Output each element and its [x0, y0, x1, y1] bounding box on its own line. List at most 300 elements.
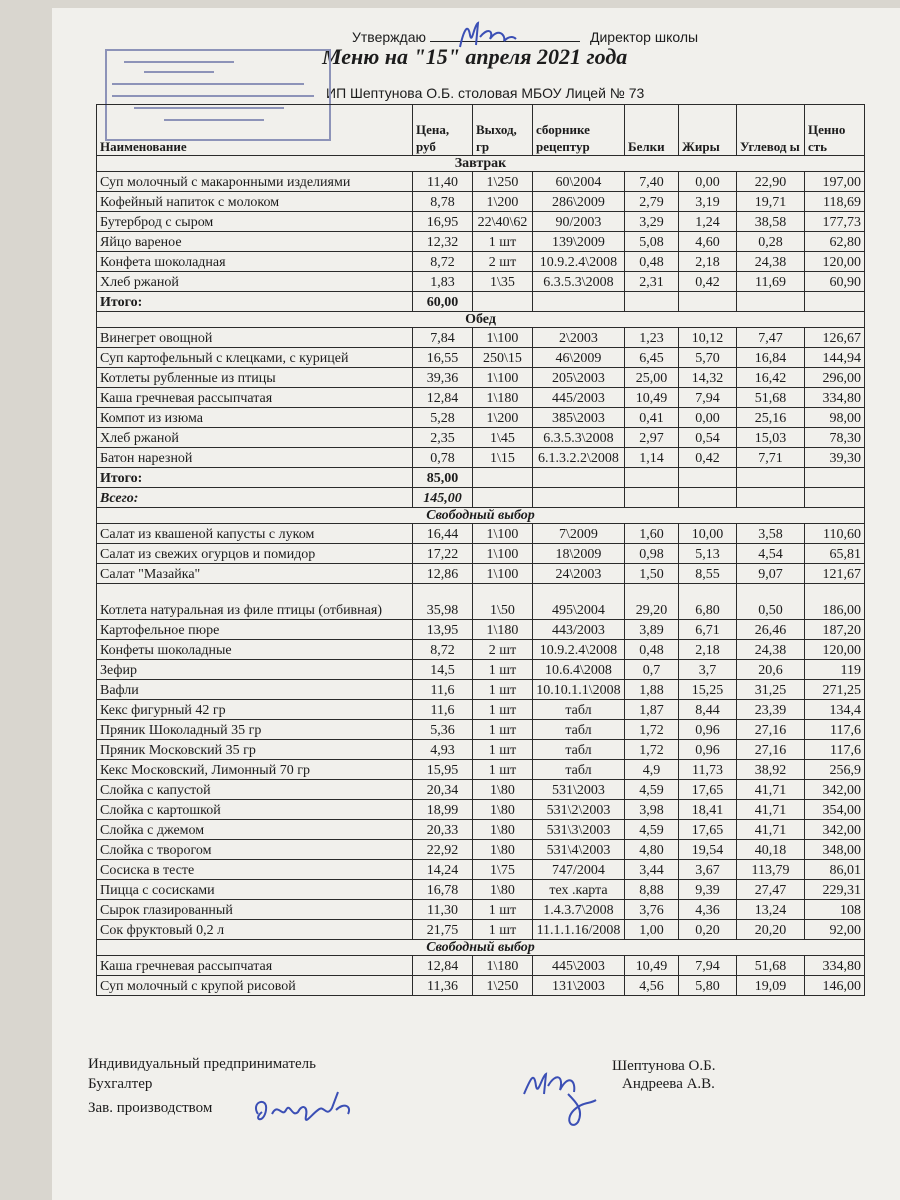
menu-table-body — [97, 156, 865, 996]
approve-role: Директор школы — [589, 29, 699, 45]
cell-fat: 8,55 — [679, 564, 737, 584]
cell-energy: 256,9 — [805, 760, 865, 780]
cell-weight: 1\80 — [473, 800, 533, 820]
table-row — [97, 800, 865, 820]
cell-weight: 1\250 — [473, 172, 533, 192]
cell-energy: 342,00 — [805, 780, 865, 800]
cell-price: 35,98 — [413, 584, 473, 620]
cell-energy: 186,00 — [805, 584, 865, 620]
cell-carbs: 0,50 — [737, 584, 805, 620]
cell-name: Котлета натуральная из филе птицы (отбивная) — [97, 584, 413, 620]
empty-cell — [533, 488, 625, 508]
table-row — [97, 232, 865, 252]
cell-carbs: 4,54 — [737, 544, 805, 564]
cell-weight: 1\80 — [473, 880, 533, 900]
cell-energy: 126,67 — [805, 328, 865, 348]
cell-recipe: 1.4.3.7\2008 — [533, 900, 625, 920]
cell-name: Суп молочный с макаронными изделиями — [97, 172, 413, 192]
cell-fat: 18,41 — [679, 800, 737, 820]
cell-name: Кофейный напиток с молоком — [97, 192, 413, 212]
cell-fat: 3,19 — [679, 192, 737, 212]
table-row — [97, 820, 865, 840]
column-header-recipe: сборнике рецептур — [533, 105, 625, 156]
empty-cell — [679, 488, 737, 508]
cell-protein: 1,23 — [625, 328, 679, 348]
cell-recipe: тех .карта — [533, 880, 625, 900]
section-title: Завтрак — [97, 156, 865, 172]
column-header-protein: Белки — [625, 105, 679, 156]
cell-name: Слойка с капустой — [97, 780, 413, 800]
empty-cell — [679, 468, 737, 488]
cell-price: 20,34 — [413, 780, 473, 800]
cell-weight: 1\80 — [473, 780, 533, 800]
section-title: Свободный выбор — [97, 508, 865, 524]
cell-protein: 4,80 — [625, 840, 679, 860]
cell-recipe: 7\2009 — [533, 524, 625, 544]
cell-carbs: 7,71 — [737, 448, 805, 468]
cell-recipe: 443/2003 — [533, 620, 625, 640]
cell-fat: 0,42 — [679, 448, 737, 468]
cell-name: Яйцо вареное — [97, 232, 413, 252]
cell-energy: 65,81 — [805, 544, 865, 564]
cell-recipe: 60\2004 — [533, 172, 625, 192]
cell-price: 16,95 — [413, 212, 473, 232]
cell-name: Салат из свежих огурцов и помидор — [97, 544, 413, 564]
cell-weight: 1\80 — [473, 840, 533, 860]
cell-price: 1,83 — [413, 272, 473, 292]
cell-carbs: 19,71 — [737, 192, 805, 212]
column-header-weight: Выход, гр — [473, 105, 533, 156]
cell-carbs: 9,07 — [737, 564, 805, 584]
cell-fat: 19,54 — [679, 840, 737, 860]
cell-price: 12,84 — [413, 956, 473, 976]
cell-protein: 4,59 — [625, 820, 679, 840]
empty-cell — [473, 468, 533, 488]
cell-carbs: 24,38 — [737, 640, 805, 660]
table-row — [97, 524, 865, 544]
cell-fat: 0,96 — [679, 720, 737, 740]
cell-name: Винегрет овощной — [97, 328, 413, 348]
cell-fat: 5,70 — [679, 348, 737, 368]
cell-fat: 0,54 — [679, 428, 737, 448]
table-row — [97, 408, 865, 428]
cell-fat: 0,96 — [679, 740, 737, 760]
cell-energy: 92,00 — [805, 920, 865, 940]
cell-recipe: 46\2009 — [533, 348, 625, 368]
column-header-price: Цена, руб — [413, 105, 473, 156]
cell-weight: 1\35 — [473, 272, 533, 292]
cell-name: Компот из изюма — [97, 408, 413, 428]
total-row — [97, 468, 865, 488]
cell-weight: 1\200 — [473, 192, 533, 212]
cell-name: Котлеты рубленные из птицы — [97, 368, 413, 388]
cell-weight: 1 шт — [473, 700, 533, 720]
cell-fat: 6,71 — [679, 620, 737, 640]
cell-recipe: 10.10.1.1\2008 — [533, 680, 625, 700]
table-row — [97, 448, 865, 468]
cell-price: 16,44 — [413, 524, 473, 544]
cell-carbs: 16,84 — [737, 348, 805, 368]
total-value: 145,00 — [413, 488, 473, 508]
cell-energy: 98,00 — [805, 408, 865, 428]
cell-energy: 120,00 — [805, 252, 865, 272]
cell-carbs: 7,47 — [737, 328, 805, 348]
cell-price: 15,95 — [413, 760, 473, 780]
empty-cell — [805, 488, 865, 508]
cell-price: 11,6 — [413, 700, 473, 720]
cell-energy: 86,01 — [805, 860, 865, 880]
cell-energy: 144,94 — [805, 348, 865, 368]
column-header-fat: Жиры — [679, 105, 737, 156]
cell-recipe: табл — [533, 700, 625, 720]
approve-label: Утверждаю — [352, 29, 426, 45]
empty-cell — [805, 292, 865, 312]
cell-carbs: 113,79 — [737, 860, 805, 880]
cell-name: Каша гречневая рассыпчатая — [97, 956, 413, 976]
cell-energy: 119 — [805, 660, 865, 680]
cell-fat: 7,94 — [679, 388, 737, 408]
footer-accountant-label: Бухгалтер — [88, 1076, 153, 1092]
cell-protein: 1,50 — [625, 564, 679, 584]
cell-price: 0,78 — [413, 448, 473, 468]
cell-price: 14,5 — [413, 660, 473, 680]
cell-carbs: 38,58 — [737, 212, 805, 232]
cell-price: 12,32 — [413, 232, 473, 252]
cell-name: Сок фруктовый 0,2 л — [97, 920, 413, 940]
cell-carbs: 19,09 — [737, 976, 805, 996]
cell-protein: 0,48 — [625, 252, 679, 272]
cell-carbs: 23,39 — [737, 700, 805, 720]
table-row — [97, 720, 865, 740]
table-row — [97, 564, 865, 584]
cell-fat: 10,00 — [679, 524, 737, 544]
cell-name: Пряник Московский 35 гр — [97, 740, 413, 760]
table-row — [97, 660, 865, 680]
table-row — [97, 860, 865, 880]
cell-fat: 2,18 — [679, 640, 737, 660]
table-row — [97, 680, 865, 700]
cell-name: Пицца с сосисками — [97, 880, 413, 900]
cell-name: Пряник Шоколадный 35 гр — [97, 720, 413, 740]
cell-protein: 5,08 — [625, 232, 679, 252]
cell-weight: 1 шт — [473, 740, 533, 760]
cell-carbs: 0,28 — [737, 232, 805, 252]
cell-fat: 7,94 — [679, 956, 737, 976]
cell-recipe: 531\4\2003 — [533, 840, 625, 860]
cell-protein: 4,9 — [625, 760, 679, 780]
cell-weight: 250\15 — [473, 348, 533, 368]
cell-price: 12,84 — [413, 388, 473, 408]
cell-protein: 1,00 — [625, 920, 679, 940]
cell-recipe: табл — [533, 760, 625, 780]
cell-carbs: 41,71 — [737, 780, 805, 800]
table-row — [97, 840, 865, 860]
cell-price: 11,36 — [413, 976, 473, 996]
cell-energy: 334,80 — [805, 956, 865, 976]
cell-fat: 4,36 — [679, 900, 737, 920]
cell-recipe: 2\2003 — [533, 328, 625, 348]
total-row — [97, 292, 865, 312]
cell-carbs: 41,71 — [737, 800, 805, 820]
production-manager-signature-icon — [248, 1084, 358, 1130]
cell-protein: 1,14 — [625, 448, 679, 468]
cell-recipe: 205\2003 — [533, 368, 625, 388]
empty-cell — [625, 468, 679, 488]
empty-cell — [533, 292, 625, 312]
cell-protein: 8,88 — [625, 880, 679, 900]
table-row — [97, 272, 865, 292]
cell-price: 8,72 — [413, 640, 473, 660]
cell-name: Слойка с творогом — [97, 840, 413, 860]
cell-weight: 1 шт — [473, 232, 533, 252]
cell-fat: 5,80 — [679, 976, 737, 996]
cell-carbs: 51,68 — [737, 956, 805, 976]
table-row — [97, 172, 865, 192]
cell-weight: 1 шт — [473, 900, 533, 920]
cell-fat: 17,65 — [679, 780, 737, 800]
section-header-row — [97, 312, 865, 328]
cell-price: 8,78 — [413, 192, 473, 212]
empty-cell — [625, 292, 679, 312]
table-row — [97, 192, 865, 212]
cell-energy: 78,30 — [805, 428, 865, 448]
menu-table — [96, 104, 865, 996]
cell-name: Кекс Московский, Лимонный 70 гр — [97, 760, 413, 780]
cell-weight: 1\80 — [473, 820, 533, 840]
cell-weight: 2 шт — [473, 252, 533, 272]
cell-recipe: 445/2003 — [533, 388, 625, 408]
table-row — [97, 900, 865, 920]
cell-fat: 0,20 — [679, 920, 737, 940]
cell-weight: 1\180 — [473, 388, 533, 408]
cell-recipe: 90/2003 — [533, 212, 625, 232]
cell-weight: 1\100 — [473, 368, 533, 388]
cell-name: Конфеты шоколадные — [97, 640, 413, 660]
total-value: 60,00 — [413, 292, 473, 312]
cell-carbs: 15,03 — [737, 428, 805, 448]
cell-energy: 39,30 — [805, 448, 865, 468]
section-header-row — [97, 508, 865, 524]
cell-recipe: 385\2003 — [533, 408, 625, 428]
cell-recipe: 531\2\2003 — [533, 800, 625, 820]
empty-cell — [473, 488, 533, 508]
cell-fat: 3,67 — [679, 860, 737, 880]
table-header-row — [97, 105, 865, 156]
cell-weight: 1\100 — [473, 544, 533, 564]
cell-name: Батон нарезной — [97, 448, 413, 468]
cell-fat: 0,42 — [679, 272, 737, 292]
empty-cell — [805, 468, 865, 488]
cell-recipe: 11.1.1.16/2008 — [533, 920, 625, 940]
table-row — [97, 388, 865, 408]
cell-recipe: 445\2003 — [533, 956, 625, 976]
cell-protein: 0,41 — [625, 408, 679, 428]
table-row — [97, 368, 865, 388]
cell-energy: 296,00 — [805, 368, 865, 388]
column-header-carbs: Углевод ы — [737, 105, 805, 156]
cell-protein: 6,45 — [625, 348, 679, 368]
total-row — [97, 488, 865, 508]
cell-recipe: 131\2003 — [533, 976, 625, 996]
cell-weight: 1 шт — [473, 660, 533, 680]
table-row — [97, 584, 865, 620]
cell-price: 18,99 — [413, 800, 473, 820]
cell-fat: 6,80 — [679, 584, 737, 620]
cell-price: 21,75 — [413, 920, 473, 940]
cell-carbs: 3,58 — [737, 524, 805, 544]
cell-carbs: 27,16 — [737, 720, 805, 740]
total-label: Итого: — [97, 292, 413, 312]
cell-recipe: табл — [533, 720, 625, 740]
cell-price: 5,36 — [413, 720, 473, 740]
empty-cell — [533, 468, 625, 488]
entrepreneur-signature-icon — [516, 1050, 612, 1130]
cell-weight: 1 шт — [473, 720, 533, 740]
cell-name: Картофельное пюре — [97, 620, 413, 640]
cell-weight: 1\250 — [473, 976, 533, 996]
cell-name: Зефир — [97, 660, 413, 680]
cell-energy: 117,6 — [805, 720, 865, 740]
cell-fat: 10,12 — [679, 328, 737, 348]
table-row — [97, 780, 865, 800]
cell-energy: 197,00 — [805, 172, 865, 192]
cell-energy: 121,67 — [805, 564, 865, 584]
cell-fat: 3,7 — [679, 660, 737, 680]
section-header-row — [97, 156, 865, 172]
cell-carbs: 27,47 — [737, 880, 805, 900]
cell-recipe: 6.3.5.3\2008 — [533, 272, 625, 292]
cell-energy: 134,4 — [805, 700, 865, 720]
cell-recipe: 6.3.5.3\2008 — [533, 428, 625, 448]
cell-energy: 120,00 — [805, 640, 865, 660]
cell-protein: 2,79 — [625, 192, 679, 212]
cell-protein: 3,98 — [625, 800, 679, 820]
cell-fat: 14,32 — [679, 368, 737, 388]
cell-recipe: 18\2009 — [533, 544, 625, 564]
cell-price: 13,95 — [413, 620, 473, 640]
section-title: Свободный выбор — [97, 940, 865, 956]
table-row — [97, 880, 865, 900]
cell-recipe: 747/2004 — [533, 860, 625, 880]
cell-protein: 3,89 — [625, 620, 679, 640]
cell-weight: 1 шт — [473, 920, 533, 940]
cell-carbs: 20,20 — [737, 920, 805, 940]
cell-name: Бутерброд с сыром — [97, 212, 413, 232]
total-label: Итого: — [97, 468, 413, 488]
cell-protein: 10,49 — [625, 388, 679, 408]
cell-carbs: 27,16 — [737, 740, 805, 760]
cell-energy: 354,00 — [805, 800, 865, 820]
cell-weight: 1\100 — [473, 328, 533, 348]
cell-protein: 0,98 — [625, 544, 679, 564]
table-row — [97, 252, 865, 272]
column-header-name: Наименование — [97, 105, 413, 156]
cell-fat: 15,25 — [679, 680, 737, 700]
cell-protein: 29,20 — [625, 584, 679, 620]
cell-weight: 22\40\62 — [473, 212, 533, 232]
cell-price: 2,35 — [413, 428, 473, 448]
empty-cell — [737, 292, 805, 312]
footer-accountant-name: Андреева А.В. — [622, 1076, 715, 1092]
section-title: Обед — [97, 312, 865, 328]
cell-carbs: 40,18 — [737, 840, 805, 860]
table-row — [97, 328, 865, 348]
cell-name: Вафли — [97, 680, 413, 700]
cell-carbs: 51,68 — [737, 388, 805, 408]
cell-energy: 108 — [805, 900, 865, 920]
column-header-energy: Ценно сть — [805, 105, 865, 156]
cell-energy: 334,80 — [805, 388, 865, 408]
cell-name: Сосиска в тесте — [97, 860, 413, 880]
cell-price: 22,92 — [413, 840, 473, 860]
cell-price: 11,6 — [413, 680, 473, 700]
cell-price: 14,24 — [413, 860, 473, 880]
approval-line — [352, 29, 698, 45]
cell-weight: 1 шт — [473, 680, 533, 700]
cell-weight: 1\100 — [473, 564, 533, 584]
cell-protein: 2,31 — [625, 272, 679, 292]
cell-name: Каша гречневая рассыпчатая — [97, 388, 413, 408]
footer-entrepreneur-label: Индивидуальный предприниматель — [88, 1056, 316, 1072]
cell-weight: 1\180 — [473, 956, 533, 976]
cell-carbs: 20,6 — [737, 660, 805, 680]
table-row — [97, 956, 865, 976]
cell-protein: 3,76 — [625, 900, 679, 920]
cell-fat: 0,00 — [679, 172, 737, 192]
cell-fat: 1,24 — [679, 212, 737, 232]
cell-carbs: 13,24 — [737, 900, 805, 920]
cell-fat: 2,18 — [679, 252, 737, 272]
cell-fat: 17,65 — [679, 820, 737, 840]
cell-energy: 62,80 — [805, 232, 865, 252]
cell-carbs: 38,92 — [737, 760, 805, 780]
cell-protein: 0,48 — [625, 640, 679, 660]
cell-protein: 2,97 — [625, 428, 679, 448]
cell-weight: 1\180 — [473, 620, 533, 640]
table-row — [97, 544, 865, 564]
cell-weight: 1\45 — [473, 428, 533, 448]
cell-price: 17,22 — [413, 544, 473, 564]
cell-price: 16,78 — [413, 880, 473, 900]
cell-protein: 4,56 — [625, 976, 679, 996]
cell-protein: 0,7 — [625, 660, 679, 680]
cell-name: Салат "Мазайка" — [97, 564, 413, 584]
cell-name: Конфета шоколадная — [97, 252, 413, 272]
cell-carbs: 16,42 — [737, 368, 805, 388]
empty-cell — [679, 292, 737, 312]
cell-price: 11,40 — [413, 172, 473, 192]
cell-weight: 1 шт — [473, 760, 533, 780]
cell-fat: 8,44 — [679, 700, 737, 720]
table-row — [97, 700, 865, 720]
cell-energy: 348,00 — [805, 840, 865, 860]
cell-recipe: 24\2003 — [533, 564, 625, 584]
cell-energy: 229,31 — [805, 880, 865, 900]
table-row — [97, 760, 865, 780]
cell-recipe: 139\2009 — [533, 232, 625, 252]
cell-energy: 110,60 — [805, 524, 865, 544]
cell-carbs: 22,90 — [737, 172, 805, 192]
cell-name: Сырок глазированный — [97, 900, 413, 920]
cell-protein: 3,29 — [625, 212, 679, 232]
cell-name: Суп молочный с крупой рисовой — [97, 976, 413, 996]
cell-price: 16,55 — [413, 348, 473, 368]
menu-title: Меню на "15" апреля 2021 года — [322, 44, 628, 69]
cell-protein: 1,88 — [625, 680, 679, 700]
cell-energy: 271,25 — [805, 680, 865, 700]
cell-recipe: 495\2004 — [533, 584, 625, 620]
cell-weight: 1\200 — [473, 408, 533, 428]
